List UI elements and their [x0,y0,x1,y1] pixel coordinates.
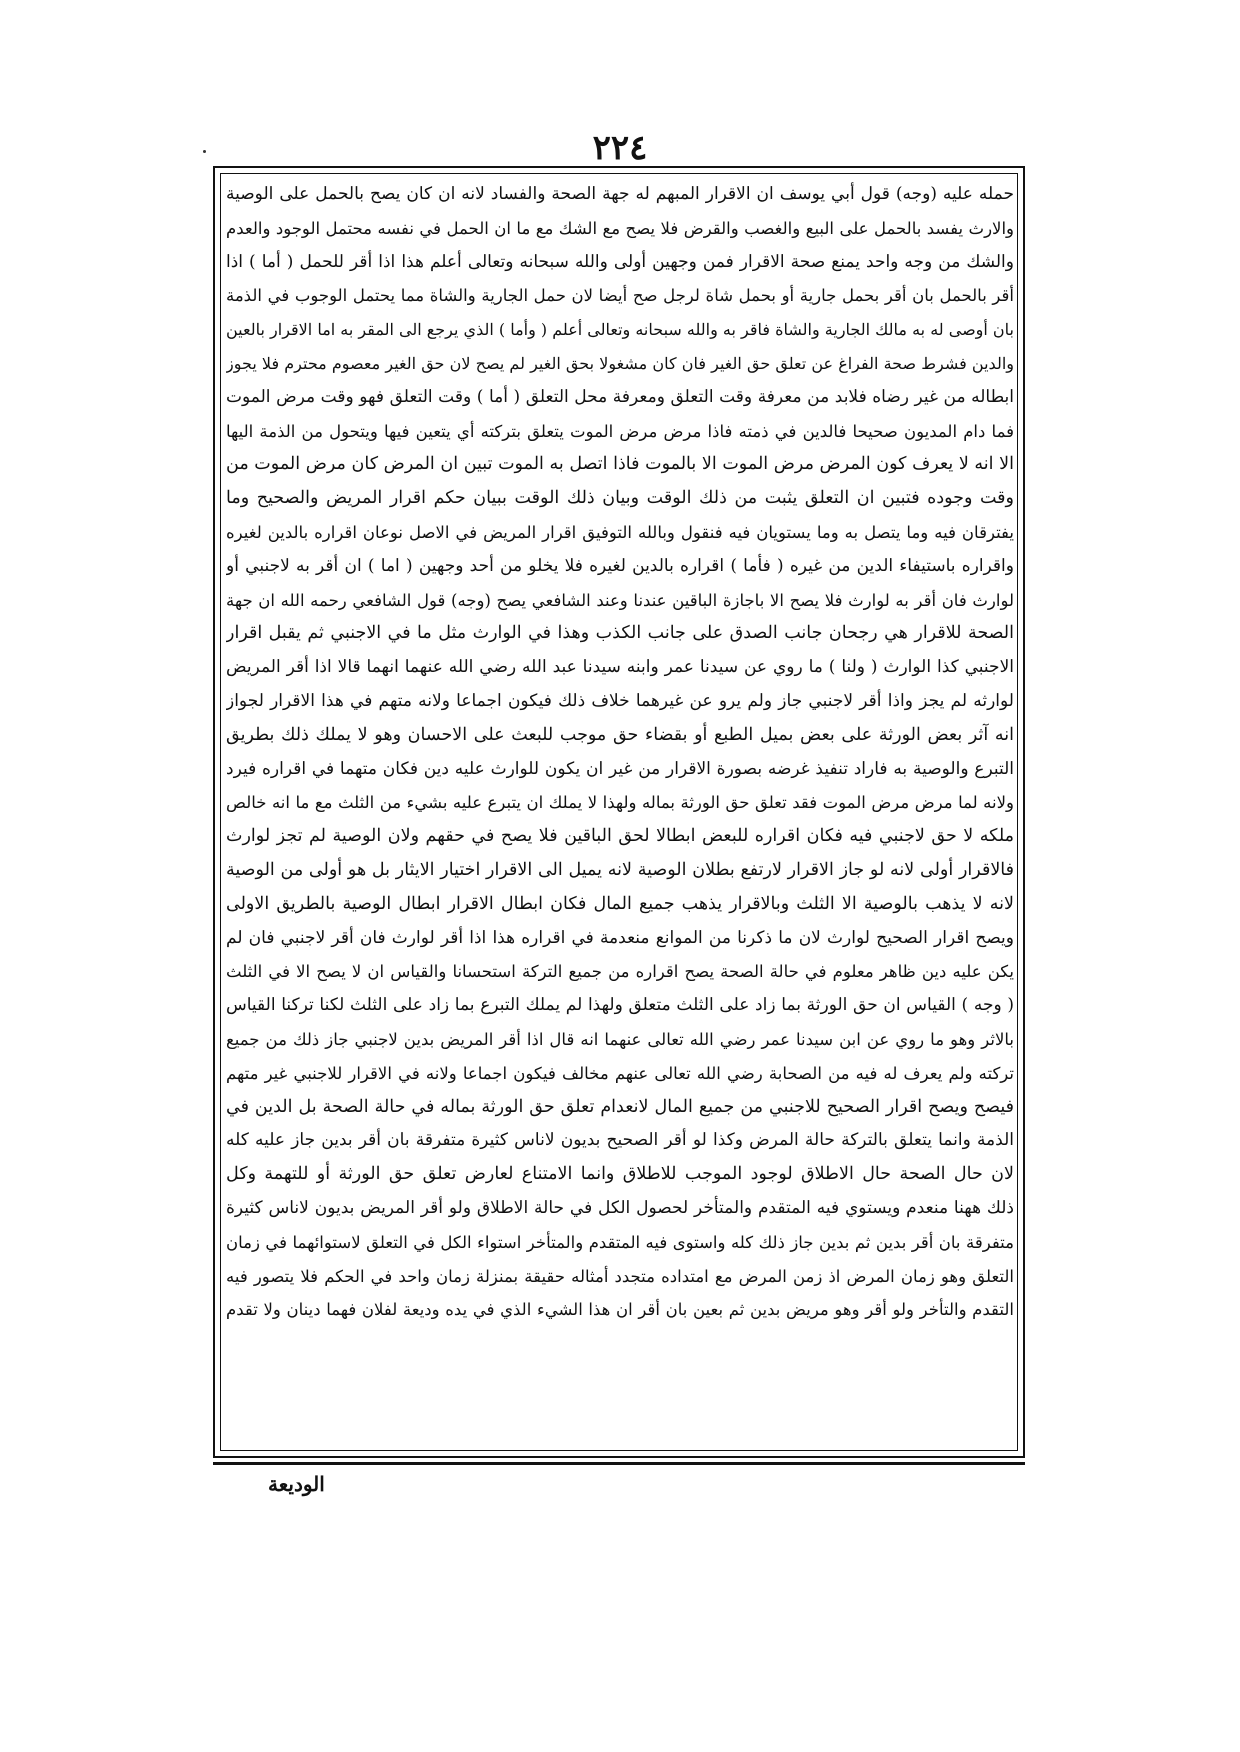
text-line: ذلك ههنا منعدم ويستوي فيه المتقدم والمتأخر لحصول الكل في حالة الاطلاق ولو أقر المريض بديون لاناس كثيرة [226,1197,1014,1218]
page-number: ٢٢٤ [592,128,648,168]
text-line: لوارثه لم يجز واذا أقر لاجنبي جاز ولم يرو عن غيرهما خلاف ذلك فيكون اجماعا ولانه متهم في هذا الاقرار لجواز [226,690,1014,711]
text-line: لان حال الصحة حال الاطلاق لوجود الموجب للاطلاق وانما الامتناع لعارض تعلق حق الورثة أو للتهمة وكل [226,1164,1014,1185]
text-line: يفترقان فيه وما يتصل به وما يستويان فيه فنقول وبالله التوفيق اقرار المريض في الاصل نوعان اقراره بالدين لغيره [226,522,1014,542]
text-line: واقراره باستيفاء الدين من غيره ( فأما ) اقراره بالدين لغيره فلا يخلو من أحد وجهين ( اما ) ان أقر به لاجنبي أو [226,555,1014,576]
text-line: والارث يفسد بالحمل على البيع والغصب والقرض فلا يصح مع الشك مع ما ان الحمل في نفسه محتمل الوجود والعدم [226,218,1014,238]
frame-bottom-rule [213,1462,1025,1465]
text-line: متفرقة بان أقر بدين ثم بدين جاز ذلك كله واستوى فيه المتقدم والمتأخر استواء الكل في التعلق لاستوائهما في زمان [226,1232,1014,1252]
text-line: الصحة للاقرار هي رجحان جانب الصدق على جانب الكذب وهذا في الوارث مثل ما في الاجنبي ثم يقبل اقرار [226,623,1014,644]
text-line: لوارث فان أقر به لوارث فلا يصح الا باجازة الباقين عندنا وعند الشافعي يصح (وجه) قول الشافعي رحمه الله ان جهة [226,590,1014,610]
text-line: الا انه لا يعرف كون المرض مرض الموت الا بالموت فاذا اتصل به الموت تبين ان المرض كان مرض الموت من [226,454,1014,475]
text-line: التبرع والوصية به فاراد تنفيذ غرضه بصورة الاقرار من غير ان يكون للوارث عليه دين فكان متهما في اقراره فيرد [226,758,1014,779]
text-line: ملكه لا حق لاجنبي فيه فكان اقراره للبعض ابطالا لحق الباقين فلا يصح في حقهم ولان الوصية لم تجز لوارث [226,826,1014,847]
text-line: والشك من وجه واحد يمنع صحة الاقرار فمن وجهين أولى والله سبحانه وتعالى أعلم هذا اذا أقر للحمل ( أما ) اذا [226,251,1014,272]
body-text [226,178,1014,1327]
text-line: وقت وجوده فتبين ان التعلق يثبت من ذلك الوقت وبيان ذلك الوقت ببيان حكم اقرار المريض والصحيح وما [226,488,1014,509]
text-line: أقر بالحمل بان أقر بحمل جارية أو بحمل شاة لرجل صح أيضا لان حمل الجارية والشاة مما يحتمل الوجوب في الذمة [226,286,1014,306]
text-line: يكن عليه دين ظاهر معلوم في حالة الصحة يصح اقراره من جميع التركة استحسانا والقياس ان لا يصح الا في الثلث [226,962,1014,982]
catchword: الوديعة [268,1472,325,1496]
text-line: حمله عليه (وجه) قول أبي يوسف ان الاقرار المبهم له جهة الصحة والفساد لانه ان كان يصح بالحمل على الوصية [226,184,1014,204]
text-line: بالاثر وهو ما روي عن ابن سيدنا عمر رضي الله تعالى عنهما انه قال اذا أقر المريض بدين لاجنبي جاز ذلك من جميع [226,1029,1014,1049]
text-line: فما دام المديون صحيحا فالدين في ذمته فاذا مرض مرض الموت يتعلق بتركته أي يتعين فيها ويتحول من الذمة اليها [226,421,1014,441]
text-line: الاجنبي كذا الوارث ( ولنا ) ما روي عن سيدنا عمر وابنه سيدنا عبد الله رضي الله عنهما انهما قالا اذا أقر المريض [226,657,1014,678]
text-line: انه آثر بعض الورثة على بعض بميل الطبع أو بقضاء حق موجب للبعث على الاحسان وهو لا يملك ذلك بطريق [226,724,1014,745]
text-line: ابطاله من غير رضاه فلابد من معرفة وقت التعلق ومعرفة محل التعلق ( أما ) وقت التعلق فهو وقت مرض الموت [226,386,1014,407]
text-line: لانه لا يذهب بالوصية الا الثلث وبالاقرار يذهب جميع المال فكان ابطال الاقرار ابطال الوصية بالطريق الاولى [226,893,1014,914]
text-line: الذمة وانما يتعلق بالتركة حالة المرض وكذا لو أقر الصحيح بديون لاناس كثيرة متفرقة بان أقر بدين جاز عليه كله [226,1130,1014,1151]
text-line: فيصح ويصح اقرار الصحيح للاجنبي من جميع المال لانعدام تعلق حق الورثة بماله في حالة الصحة بل الدين في [226,1096,1014,1117]
text-line: فالاقرار أولى لانه لو جاز الاقرار لارتفع بطلان الوصية لانه يميل الى الاقرار اختيار الايثار بل هو أولى من الوصية [226,859,1014,880]
text-line: ويصح اقرار الصحيح لوارث لان ما ذكرنا من الموانع منعدمة في اقراره هذا اذا أقر لوارث فان أقر لاجنبي فان لم [226,927,1014,948]
text-line: والدين فشرط صحة الفراغ عن تعلق حق الغير فان كان مشغولا بحق الغير لم يصح لان حق الغير معصوم محترم فلا يجوز [226,353,1014,373]
text-line: التقدم والتأخر ولو أقر وهو مريض بدين ثم بعين بان أقر ان هذا الشيء الذي في يده وديعة لفلان فهما دينان ولا تقدم [226,1300,1014,1320]
text-line: ( وجه ) القياس ان حق الورثة بما زاد على الثلث متعلق ولهذا لم يملك التبرع بما زاد على الثلث لكنا تركنا القياس [226,995,1014,1016]
text-line: التعلق وهو زمان المرض اذ زمن المرض مع امتداده متجدد أمثاله حقيقة بمنزلة زمان واحد في الحكم فلا يتصور فيه [226,1266,1014,1286]
text-line: تركته ولم يعرف له فيه من الصحابة رضي الله تعالى عنهم مخالف فيكون اجماعا ولانه في الاقرار للاجنبي غير متهم [226,1063,1014,1083]
text-line: ولانه لما مرض مرض الموت فقد تعلق حق الورثة بماله ولهذا لا يملك ان يتبرع عليه بشيء من الثلث مع ما انه خالص [226,793,1014,813]
text-line: بان أوصى له به مالك الجارية والشاة فاقر به والله سبحانه وتعالى أعلم ( وأما ) الذي يرجع الى المقر به اما الاقرار بالعين [226,320,1014,340]
